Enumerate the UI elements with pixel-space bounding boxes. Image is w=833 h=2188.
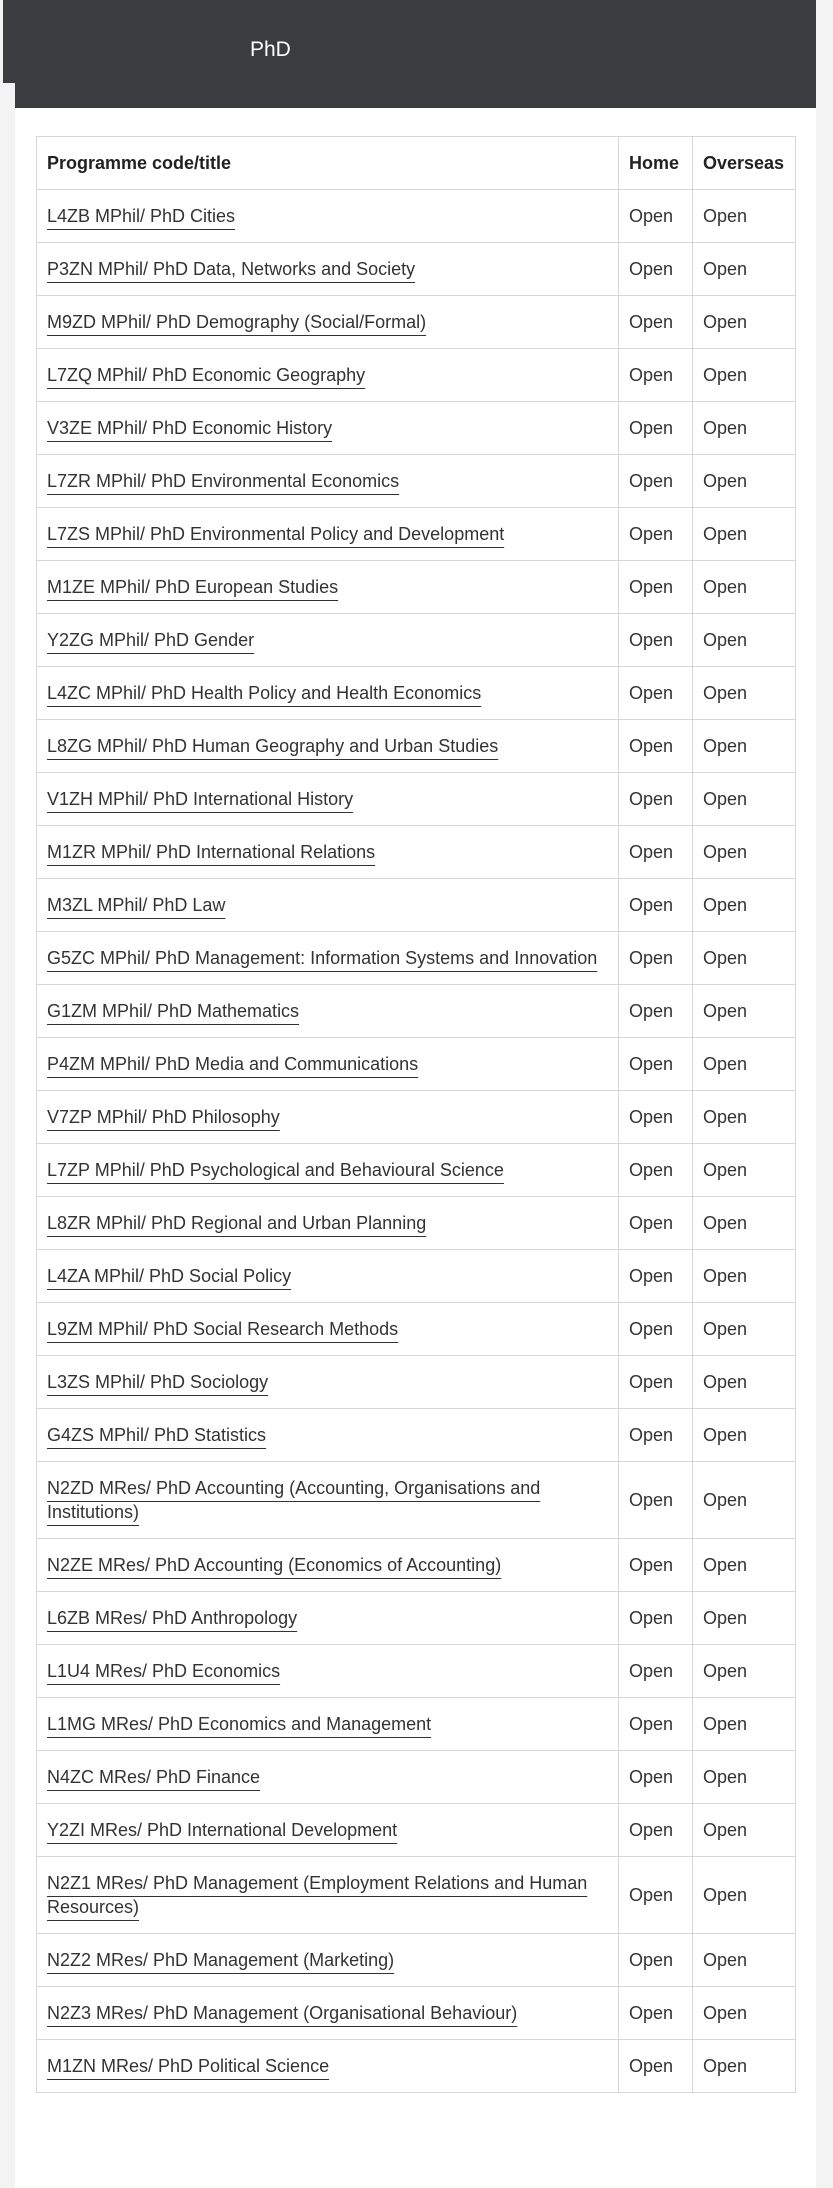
programme-link[interactable]: N2Z3 MRes/ PhD Management (Organisational Behaviour) <box>47 2003 518 2023</box>
programme-link[interactable]: L4ZA MPhil/ PhD Social Policy <box>47 1266 292 1286</box>
overseas-status: Open <box>693 1857 796 1934</box>
table-row <box>37 190 796 243</box>
programme-link[interactable]: N2Z2 MRes/ PhD Management (Marketing) <box>47 1950 395 1970</box>
overseas-status: Open <box>693 190 796 243</box>
table-row <box>37 561 796 614</box>
programme-link[interactable]: G1ZM MPhil/ PhD Mathematics <box>47 1001 300 1021</box>
overseas-status: Open <box>693 1091 796 1144</box>
programme-cell <box>37 1592 619 1645</box>
home-status: Open <box>619 402 693 455</box>
programme-cell <box>37 1250 619 1303</box>
programme-link[interactable]: P4ZM MPhil/ PhD Media and Communications <box>47 1054 419 1074</box>
overseas-status: Open <box>693 349 796 402</box>
table-row <box>37 1462 796 1539</box>
table-row <box>37 1857 796 1934</box>
programme-cell <box>37 561 619 614</box>
table-row <box>37 349 796 402</box>
overseas-status: Open <box>693 1356 796 1409</box>
overseas-status: Open <box>693 1987 796 2040</box>
programme-cell <box>37 402 619 455</box>
overseas-status: Open <box>693 2040 796 2093</box>
programme-cell <box>37 190 619 243</box>
programme-cell <box>37 1804 619 1857</box>
home-status: Open <box>619 1091 693 1144</box>
home-status: Open <box>619 1356 693 1409</box>
programme-cell <box>37 1197 619 1250</box>
table-row <box>37 1409 796 1462</box>
overseas-status: Open <box>693 1592 796 1645</box>
table-row <box>37 1144 796 1197</box>
table-header-row <box>37 137 796 190</box>
overseas-status: Open <box>693 296 796 349</box>
programmes-table <box>36 136 796 2093</box>
home-status: Open <box>619 508 693 561</box>
overseas-status: Open <box>693 932 796 985</box>
programme-link[interactable]: M9ZD MPhil/ PhD Demography (Social/Formal) <box>47 312 427 332</box>
table-row <box>37 243 796 296</box>
overseas-status: Open <box>693 1934 796 1987</box>
programme-cell <box>37 773 619 826</box>
programme-link[interactable]: L7ZQ MPhil/ PhD Economic Geography <box>47 365 366 385</box>
programme-link[interactable]: Y2ZI MRes/ PhD International Development <box>47 1820 398 1840</box>
overseas-status: Open <box>693 614 796 667</box>
programme-cell <box>37 1645 619 1698</box>
table-row <box>37 1250 796 1303</box>
programme-link[interactable]: P3ZN MPhil/ PhD Data, Networks and Society <box>47 259 416 279</box>
programme-link[interactable]: V7ZP MPhil/ PhD Philosophy <box>47 1107 280 1127</box>
programme-link[interactable]: N4ZC MRes/ PhD Finance <box>47 1767 261 1787</box>
programme-link[interactable]: M1ZN MRes/ PhD Political Science <box>47 2056 330 2076</box>
home-status: Open <box>619 720 693 773</box>
overseas-status: Open <box>693 508 796 561</box>
home-status: Open <box>619 1409 693 1462</box>
programme-link[interactable]: L9ZM MPhil/ PhD Social Research Methods <box>47 1319 399 1339</box>
overseas-status: Open <box>693 1197 796 1250</box>
programme-link[interactable]: M1ZE MPhil/ PhD European Studies <box>47 577 339 597</box>
programme-cell <box>37 667 619 720</box>
table-row <box>37 1303 796 1356</box>
overseas-status: Open <box>693 720 796 773</box>
table-row <box>37 508 796 561</box>
programme-cell <box>37 349 619 402</box>
overseas-status: Open <box>693 1038 796 1091</box>
programme-cell <box>37 1409 619 1462</box>
home-status: Open <box>619 1462 693 1539</box>
home-status: Open <box>619 1987 693 2040</box>
programme-link[interactable]: M1ZR MPhil/ PhD International Relations <box>47 842 376 862</box>
programme-cell <box>37 932 619 985</box>
programme-cell <box>37 985 619 1038</box>
table-row <box>37 667 796 720</box>
programme-link[interactable]: Y2ZG MPhil/ PhD Gender <box>47 630 255 650</box>
table-row <box>37 720 796 773</box>
table-row <box>37 1038 796 1091</box>
programme-cell <box>37 296 619 349</box>
overseas-status: Open <box>693 561 796 614</box>
programme-cell <box>37 1038 619 1091</box>
home-status: Open <box>619 455 693 508</box>
programme-cell <box>37 614 619 667</box>
overseas-status: Open <box>693 402 796 455</box>
home-status: Open <box>619 349 693 402</box>
programme-cell <box>37 508 619 561</box>
home-status: Open <box>619 614 693 667</box>
programme-cell <box>37 1091 619 1144</box>
home-status: Open <box>619 1592 693 1645</box>
home-status: Open <box>619 932 693 985</box>
home-status: Open <box>619 773 693 826</box>
programme-cell <box>37 720 619 773</box>
overseas-status: Open <box>693 879 796 932</box>
overseas-status: Open <box>693 1144 796 1197</box>
table-row <box>37 1698 796 1751</box>
programme-link[interactable]: N2Z1 MRes/ PhD Management (Employment Relations and Human Resources) <box>47 1873 588 1917</box>
column-header-home: Home <box>619 137 693 190</box>
home-status: Open <box>619 2040 693 2093</box>
overseas-status: Open <box>693 667 796 720</box>
programme-link[interactable]: G5ZC MPhil/ PhD Management: Information Systems and Innovation <box>47 948 598 968</box>
programme-link[interactable]: L7ZR MPhil/ PhD Environmental Economics <box>47 471 400 491</box>
home-status: Open <box>619 1934 693 1987</box>
home-status: Open <box>619 296 693 349</box>
programme-cell <box>37 1987 619 2040</box>
column-header-overseas: Overseas <box>693 137 796 190</box>
programme-cell <box>37 1698 619 1751</box>
overseas-status: Open <box>693 1804 796 1857</box>
table-row <box>37 826 796 879</box>
programme-link[interactable]: V1ZH MPhil/ PhD International History <box>47 789 354 809</box>
home-status: Open <box>619 1144 693 1197</box>
programme-cell <box>37 1751 619 1804</box>
table-row <box>37 1751 796 1804</box>
programme-link[interactable]: V3ZE MPhil/ PhD Economic History <box>47 418 333 438</box>
home-status: Open <box>619 1645 693 1698</box>
table-row <box>37 1645 796 1698</box>
overseas-status: Open <box>693 1539 796 1592</box>
programme-link[interactable]: N2ZE MRes/ PhD Accounting (Economics of Accounting) <box>47 1555 502 1575</box>
home-status: Open <box>619 1698 693 1751</box>
programme-link[interactable]: L1U4 MRes/ PhD Economics <box>47 1661 281 1681</box>
overseas-status: Open <box>693 1645 796 1698</box>
programme-link[interactable]: L8ZR MPhil/ PhD Regional and Urban Planning <box>47 1213 427 1233</box>
home-status: Open <box>619 985 693 1038</box>
home-status: Open <box>619 243 693 296</box>
home-status: Open <box>619 1303 693 1356</box>
table-row <box>37 402 796 455</box>
page-title: PhD <box>250 38 291 61</box>
programme-link[interactable]: L7ZP MPhil/ PhD Psychological and Behavioural Science <box>47 1160 504 1180</box>
table-row <box>37 1356 796 1409</box>
table-row <box>37 1934 796 1987</box>
programme-cell <box>37 455 619 508</box>
programme-link[interactable]: L6ZB MRes/ PhD Anthropology <box>47 1608 298 1628</box>
programme-cell <box>37 243 619 296</box>
overseas-status: Open <box>693 243 796 296</box>
programme-link[interactable]: N2ZD MRes/ PhD Accounting (Accounting, Organisations and Institutions) <box>47 1478 541 1522</box>
table-row <box>37 1804 796 1857</box>
programme-link[interactable]: M3ZL MPhil/ PhD Law <box>47 895 226 915</box>
overseas-status: Open <box>693 773 796 826</box>
home-status: Open <box>619 1197 693 1250</box>
programme-link[interactable]: L1MG MRes/ PhD Economics and Management <box>47 1714 432 1734</box>
home-status: Open <box>619 1804 693 1857</box>
table-row <box>37 879 796 932</box>
home-status: Open <box>619 667 693 720</box>
table-row <box>37 1592 796 1645</box>
overseas-status: Open <box>693 1409 796 1462</box>
header-bar <box>3 0 816 83</box>
home-status: Open <box>619 190 693 243</box>
home-status: Open <box>619 1250 693 1303</box>
programme-link[interactable]: G4ZS MPhil/ PhD Statistics <box>47 1425 267 1445</box>
home-status: Open <box>619 561 693 614</box>
programme-cell <box>37 879 619 932</box>
table-row <box>37 1091 796 1144</box>
table-row <box>37 985 796 1038</box>
programme-cell <box>37 1934 619 1987</box>
programme-cell <box>37 826 619 879</box>
table-row <box>37 2040 796 2093</box>
table-row <box>37 1539 796 1592</box>
table-row <box>37 773 796 826</box>
programme-cell <box>37 1356 619 1409</box>
overseas-status: Open <box>693 455 796 508</box>
home-status: Open <box>619 826 693 879</box>
programme-link[interactable]: L3ZS MPhil/ PhD Sociology <box>47 1372 269 1392</box>
home-status: Open <box>619 1539 693 1592</box>
programme-cell <box>37 2040 619 2093</box>
home-status: Open <box>619 1038 693 1091</box>
programme-link[interactable]: L8ZG MPhil/ PhD Human Geography and Urban Studies <box>47 736 499 756</box>
table-row <box>37 455 796 508</box>
overseas-status: Open <box>693 1751 796 1804</box>
table-row <box>37 614 796 667</box>
column-header-programme: Programme code/title <box>37 137 619 190</box>
home-status: Open <box>619 1857 693 1934</box>
overseas-status: Open <box>693 1462 796 1539</box>
header-bar-extension <box>15 83 816 108</box>
overseas-status: Open <box>693 1303 796 1356</box>
programme-cell <box>37 1857 619 1934</box>
overseas-status: Open <box>693 1250 796 1303</box>
table-row <box>37 1197 796 1250</box>
programme-link[interactable]: L4ZC MPhil/ PhD Health Policy and Health Economics <box>47 683 482 703</box>
home-status: Open <box>619 1751 693 1804</box>
programme-link[interactable]: L7ZS MPhil/ PhD Environmental Policy and Development <box>47 524 505 544</box>
home-status: Open <box>619 879 693 932</box>
table-row <box>37 932 796 985</box>
programme-cell <box>37 1303 619 1356</box>
table-row <box>37 296 796 349</box>
programme-cell <box>37 1539 619 1592</box>
overseas-status: Open <box>693 1698 796 1751</box>
programme-cell <box>37 1144 619 1197</box>
programme-cell <box>37 1462 619 1539</box>
table-row <box>37 1987 796 2040</box>
overseas-status: Open <box>693 826 796 879</box>
programme-link[interactable]: L4ZB MPhil/ PhD Cities <box>47 206 236 226</box>
overseas-status: Open <box>693 985 796 1038</box>
